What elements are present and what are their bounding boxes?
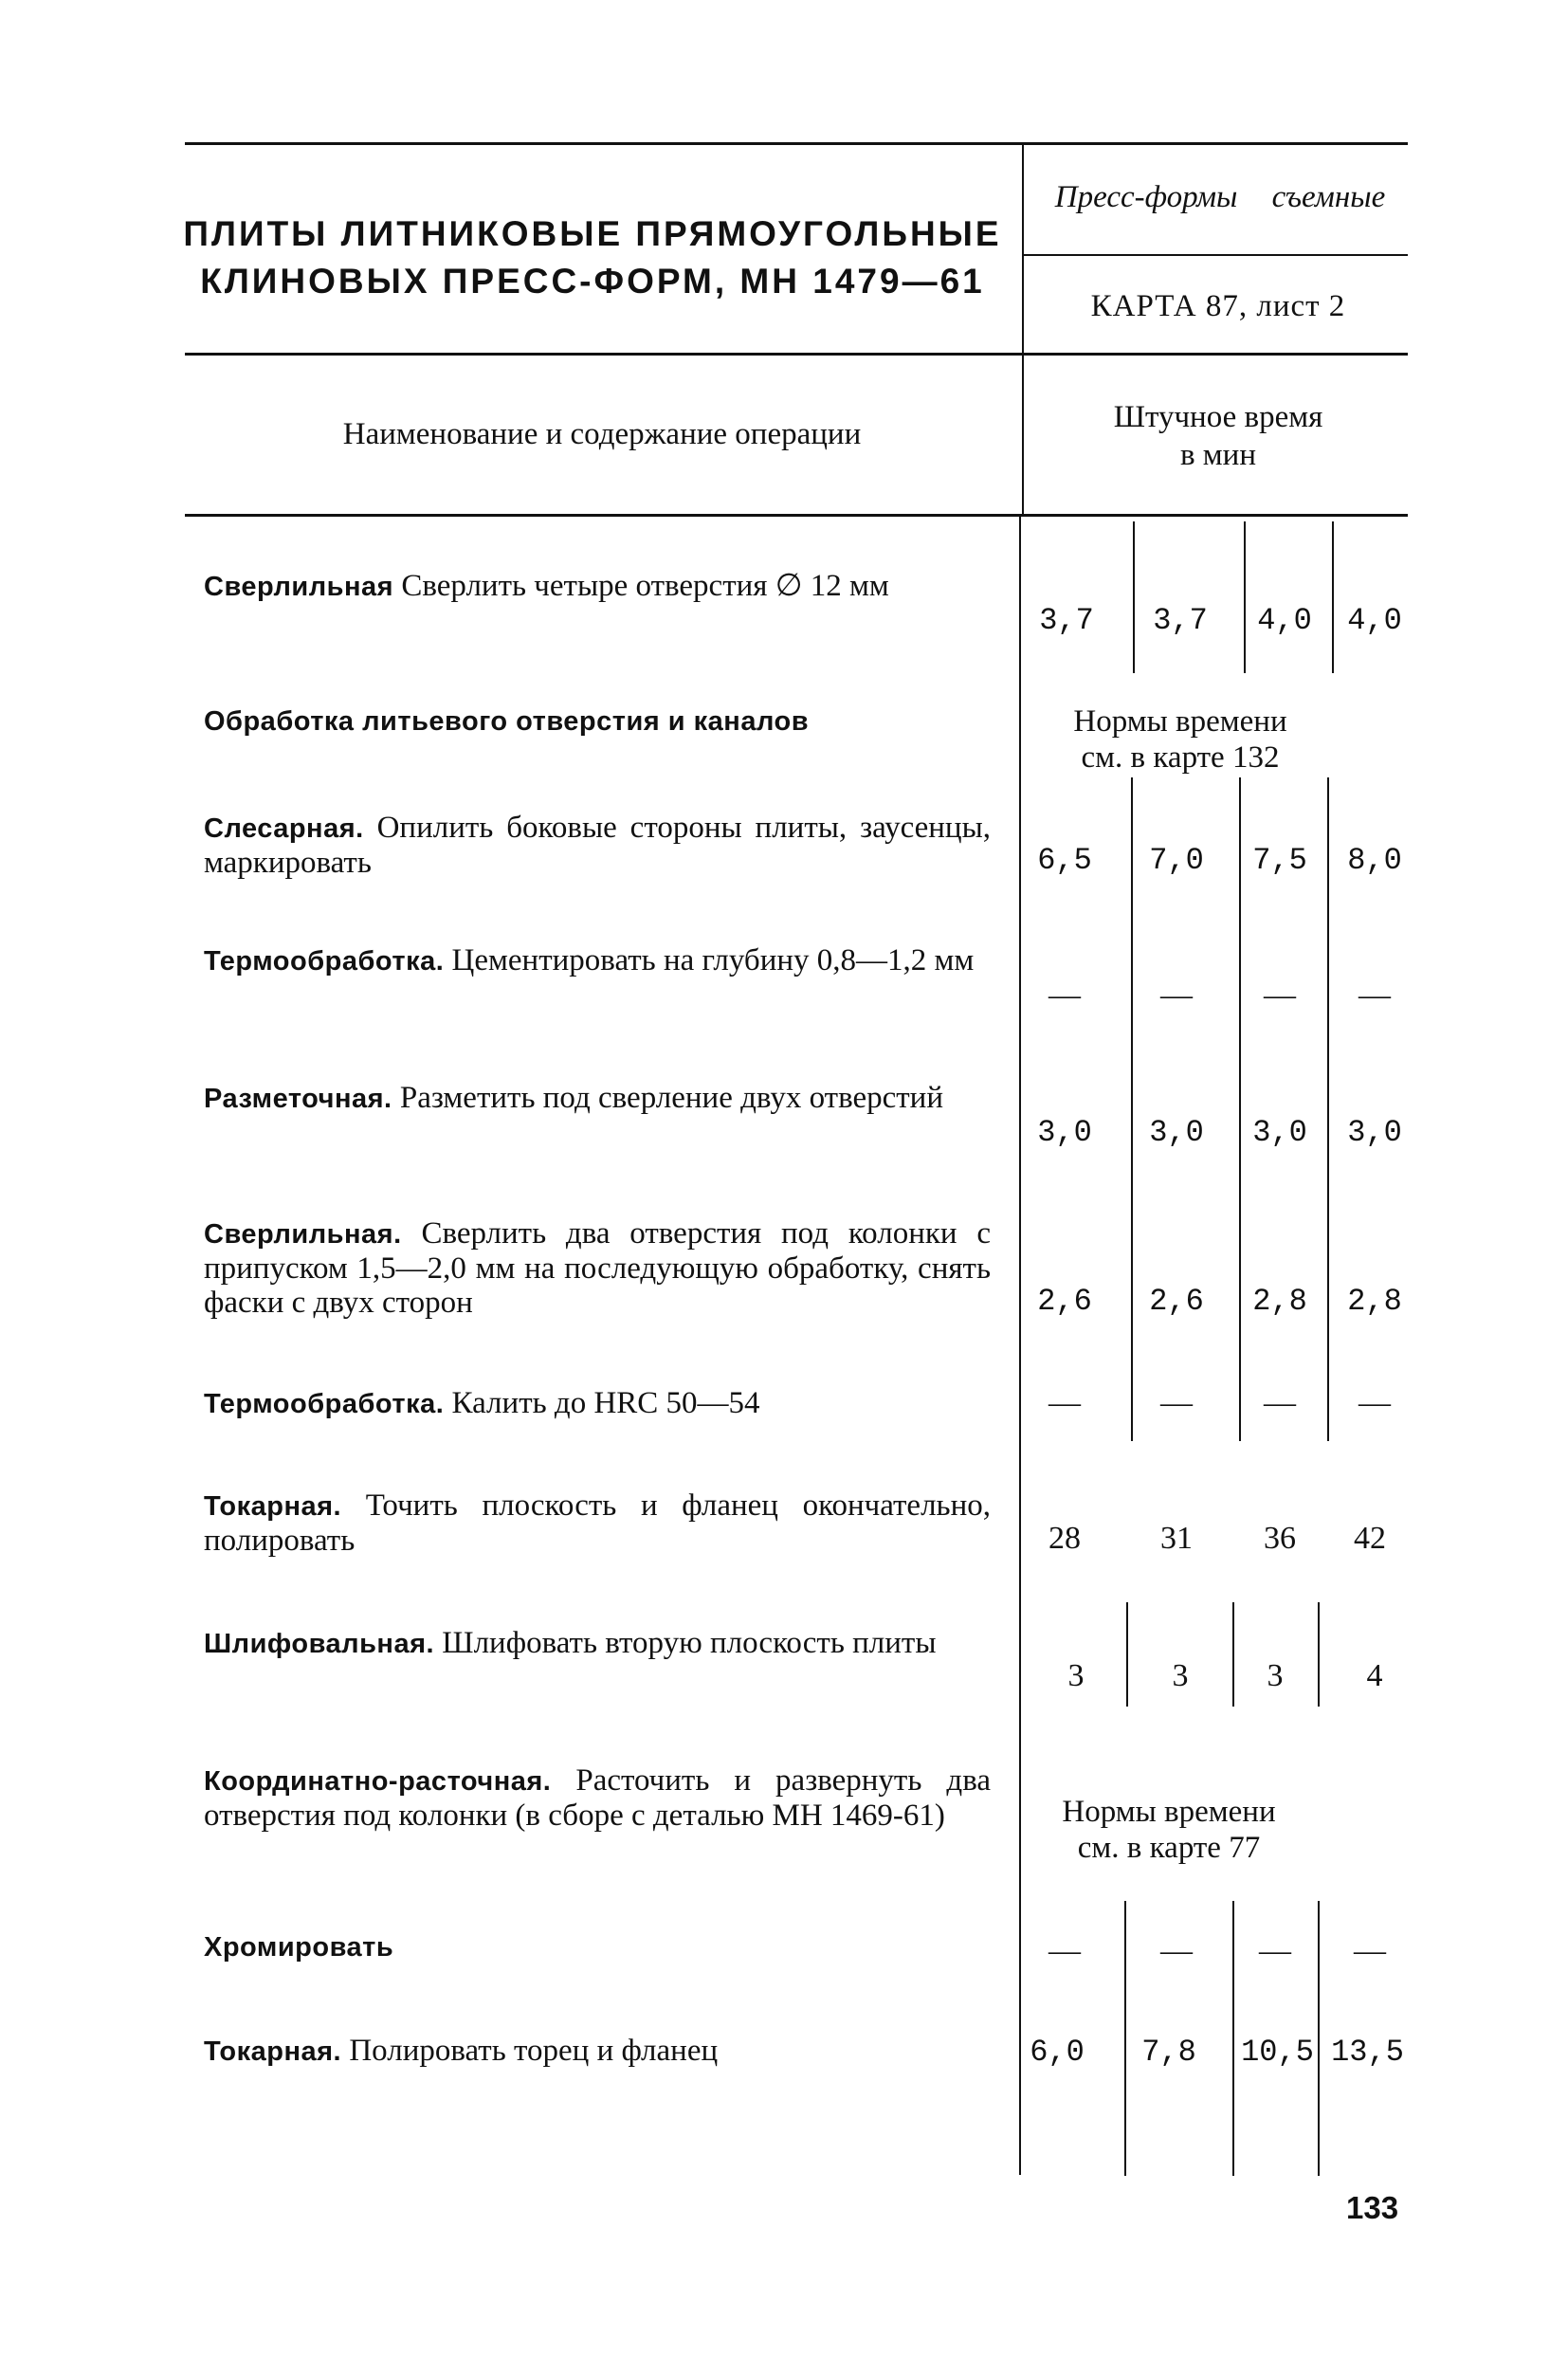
time-value: 3,0 [1149, 1115, 1204, 1150]
operation-fitting [204, 811, 991, 880]
header-bottom-rule [185, 353, 1408, 356]
time-value: 3,0 [1037, 1115, 1092, 1150]
time-value: 2,6 [1149, 1284, 1204, 1319]
operation-text: Точить плоскость и фланец окончательно, полировать [204, 1488, 991, 1558]
time-value: — [1264, 977, 1296, 1013]
operation-name: Термообработка. [204, 946, 445, 977]
time-value: 2,8 [1252, 1284, 1307, 1319]
norm-line-1: Нормы времени [1062, 1795, 1276, 1829]
operation-grinding [204, 1626, 991, 1661]
column-header-rule [185, 514, 1408, 517]
time-value: — [1358, 977, 1391, 1013]
operation-marking [204, 1081, 991, 1116]
operation-text: Сверлить два отверстия под колонки с припуском 1,5—2,0 мм на последующую обработку, снять фаски с двух сторон [204, 1216, 991, 1320]
operation-text: Калить до HRC 50—54 [451, 1386, 760, 1420]
title-line-1: ПЛИТЫ ЛИТНИКОВЫЕ ПРЯМОУГОЛЬНЫЕ [183, 214, 1002, 253]
operation-name: Шлифовальная. [204, 1629, 435, 1659]
time-value: — [1048, 977, 1081, 1013]
time-value: 6,0 [1030, 2035, 1085, 2070]
time-norm-note [1024, 703, 1337, 776]
column-time [1029, 398, 1408, 474]
page-title [180, 210, 1005, 305]
time-value: 7,5 [1252, 843, 1307, 878]
time-value: — [1160, 1385, 1193, 1420]
cell-separator [1332, 521, 1334, 673]
time-value: 2,8 [1347, 1284, 1402, 1319]
column-time-line-1: Штучное время [1113, 400, 1323, 434]
time-value: — [1354, 1933, 1386, 1968]
top-rule [185, 142, 1408, 145]
time-value: 7,8 [1141, 2035, 1196, 2070]
column-operation: Наименование и содержание операции [342, 417, 862, 451]
time-value: 42 [1354, 1521, 1386, 1556]
time-value: 36 [1264, 1521, 1296, 1556]
norm-line-2: см. в карте 132 [1081, 740, 1280, 775]
operation-name: Токарная. [204, 1491, 342, 1522]
operation-name: Координатно-расточная. [204, 1766, 552, 1797]
time-value: 28 [1048, 1521, 1081, 1556]
norm-line-1: Нормы времени [1073, 704, 1287, 739]
time-value: — [1160, 977, 1193, 1013]
time-value: 4 [1366, 1658, 1383, 1693]
operation-drilling-2 [204, 1216, 991, 1320]
time-value: 8,0 [1347, 843, 1402, 878]
card-label: КАРТА 87, лист 2 [1090, 289, 1346, 323]
operation-name: Разметочная. [204, 1084, 392, 1114]
time-value: 10,5 [1241, 2035, 1314, 2070]
operation-chrome-plating [204, 1929, 991, 1964]
time-value: — [1264, 1385, 1296, 1420]
time-value: 3 [1172, 1658, 1189, 1693]
page-number: 133 [1346, 2190, 1399, 2225]
operation-name: Токарная. [204, 2036, 342, 2067]
cell-separator [1244, 521, 1246, 673]
time-value: — [1048, 1933, 1081, 1968]
time-value: 3,7 [1153, 603, 1208, 638]
time-value: 3,0 [1252, 1115, 1307, 1150]
operation-jig-boring [204, 1763, 991, 1833]
time-value: 4,0 [1257, 603, 1312, 638]
cell-separator [1126, 1602, 1128, 1707]
header-right-rule [1024, 254, 1408, 256]
operation-casting-hole [204, 703, 991, 739]
time-value: 3 [1267, 1658, 1284, 1693]
operation-name: Сверлильная [204, 572, 394, 602]
operation-text: Опилить боковые стороны плиты, заусенцы, маркировать [204, 811, 992, 880]
time-value: 6,5 [1037, 843, 1092, 878]
operation-name: Сверлильная. [204, 1219, 402, 1250]
operation-text: Шлифовать вторую плоскость плиты [442, 1626, 937, 1660]
main-divider [1019, 516, 1021, 2175]
time-value: 2,6 [1037, 1284, 1092, 1319]
column-header-divider [1022, 355, 1024, 514]
operation-drilling-1 [204, 569, 991, 604]
cell-separator [1133, 521, 1135, 673]
category-label: Пресс-формы съемные [1054, 180, 1386, 214]
time-value: 3,7 [1039, 603, 1094, 638]
time-norm-note [1012, 1794, 1325, 1866]
cell-separator [1131, 777, 1133, 1441]
header-divider [1022, 144, 1024, 353]
operation-name: Слесарная. [204, 813, 364, 844]
time-value: 3,0 [1347, 1115, 1402, 1150]
time-value: — [1048, 1385, 1081, 1420]
operation-turning-2 [204, 2034, 991, 2069]
operation-name: Хромировать [204, 1932, 394, 1963]
time-value: 31 [1160, 1521, 1193, 1556]
operation-name: Обработка литьевого отверстия и каналов [204, 706, 810, 737]
time-value: 3 [1067, 1658, 1085, 1693]
operation-text: Расточить и развернуть два отверстия под колонки (в сборе с деталью МН 1469-61) [204, 1763, 991, 1833]
norm-line-2: см. в карте 77 [1077, 1831, 1261, 1865]
operation-heat-treatment-2 [204, 1386, 991, 1421]
time-value: 4,0 [1347, 603, 1402, 638]
cell-separator [1318, 1602, 1320, 1707]
time-value: 13,5 [1331, 2035, 1404, 2070]
time-value: — [1358, 1385, 1391, 1420]
time-value: 7,0 [1149, 843, 1204, 878]
operation-turning-1 [204, 1488, 991, 1558]
title-line-2: КЛИНОВЫХ ПРЕСС-ФОРМ, МН 1479—61 [200, 262, 985, 301]
cell-separator [1327, 777, 1329, 1441]
time-value: — [1259, 1933, 1291, 1968]
operation-text: Разметить под сверление двух отверстий [399, 1081, 943, 1115]
operation-text: Цементировать на глубину 0,8—1,2 мм [451, 943, 975, 977]
operation-text: Сверлить четыре отверстия ∅ 12 мм [401, 569, 889, 603]
operation-heat-treatment-1 [204, 943, 991, 978]
time-value: — [1160, 1933, 1193, 1968]
operation-name: Термообработка. [204, 1389, 445, 1419]
operation-text: Полировать торец и фланец [349, 2034, 719, 2068]
column-time-line-2: в мин [1179, 438, 1257, 472]
